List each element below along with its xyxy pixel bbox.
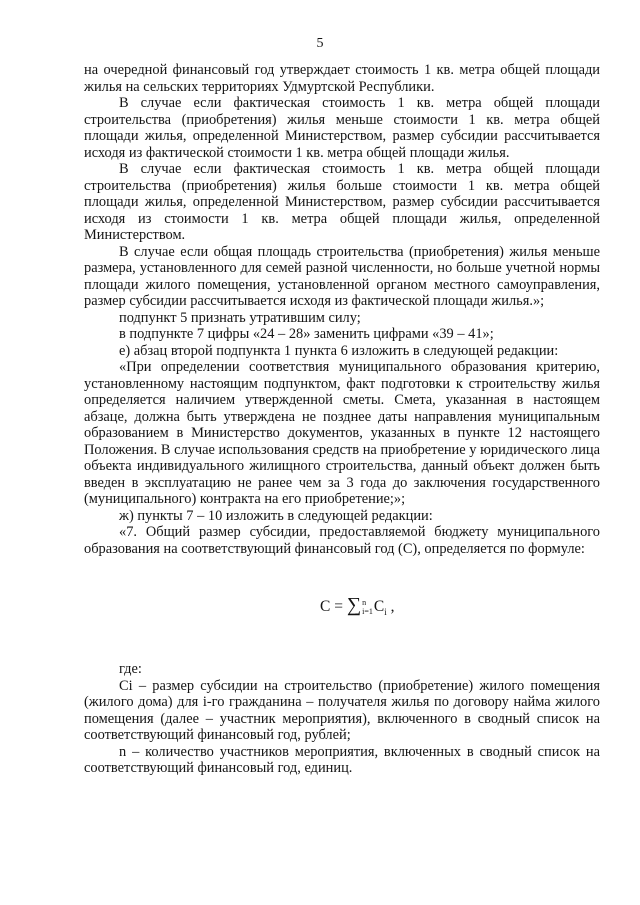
formula-lhs: C = xyxy=(320,598,343,615)
paragraph: Ci – размер субсидии на строительство (приобретение) жилого помещения (жилого дома) для i-го гражданина – получателя жилья по договору найма жилого помещения (далее – участник мероприятия), включенного в сводный список на соответствующий финансовый год, рублей; xyxy=(84,677,600,744)
paragraph: n – количество участников мероприятия, включенных в сводный список на соответствующий финансовый год, единиц. xyxy=(84,743,600,777)
paragraph: «7. Общий размер субсидии, предоставляемой бюджету муниципального образования на соответствующий финансовый год (С), определяется по формуле: xyxy=(84,524,600,557)
paragraph: В случае если фактическая стоимость 1 кв. метра общей площади строительства (приобретения) жилья меньше стоимости 1 кв. метра общей площади жилья, определенной Министерством, размер субсидии рассчитывается исходя из фактической стоимости 1 кв. метра общей площади жилья. xyxy=(84,95,600,161)
formula-term-subscript: i xyxy=(384,607,387,618)
paragraph: е) абзац второй подпункта 1 пункта 6 изложить в следующей редакции: xyxy=(119,342,559,359)
paragraph: где: xyxy=(119,661,142,678)
paragraph: В случае если общая площадь строительства (приобретения) жилья меньше размера, установленного для семей разной численности, но больше учетной нормы площади жилого помещения, установленной органом местного самоуправления, размер субсидии рассчитывается исходя из фактической площади жилья.»; xyxy=(84,243,600,309)
sum-lower-limit: i=1 xyxy=(362,607,373,617)
paragraph: подпункт 5 признать утратившим силу; xyxy=(119,309,361,326)
formula xyxy=(320,595,600,622)
paragraph: на очередной финансовый год утверждает стоимость 1 кв. метра общей площади жилья на сельских территориях Удмуртской Республики. xyxy=(84,62,600,95)
formula-term: C xyxy=(373,598,385,615)
document-body xyxy=(84,62,600,777)
page-number: 5 xyxy=(316,36,324,51)
sum-upper-limit: n xyxy=(362,598,367,608)
paragraph: в подпункте 7 цифры «24 – 28» заменить цифрами «39 – 41»; xyxy=(119,326,494,342)
sum-limits xyxy=(362,598,373,616)
formula-trailing: , xyxy=(390,598,395,615)
paragraph: ж) пункты 7 – 10 изложить в следующей редакции: xyxy=(119,507,433,524)
paragraph: В случае если фактическая стоимость 1 кв. метра общей площади строительства (приобретения) жилья больше стоимости 1 кв. метра общей площади жилья, определенной Министерством, размер субсидии рассчитывается исходя из стоимости 1 кв. метра общей площади жилья, определенной Министерством. xyxy=(84,161,600,243)
paragraph: «При определении соответствия муниципального образования критерию, установленному настоящим подпунктом, факт подготовки к строительству жилья определяется наличием утвержденной сметы. Смета, указанная в настоящем абзаце, должна быть утверждена не позднее даты направления муниципальным образованием в Министерство документов, указанных в пункте 12 настоящего Положения. В случае использования средств на приобретение у юридического лица объекта индивидуального жилищного строительства, данный объект должен быть введен в эксплуатацию не ранее чем за 3 года до заключения государственного (муниципального) контракта на его приобретение;»; xyxy=(84,359,600,507)
sum-symbol: ∑ xyxy=(346,594,362,616)
